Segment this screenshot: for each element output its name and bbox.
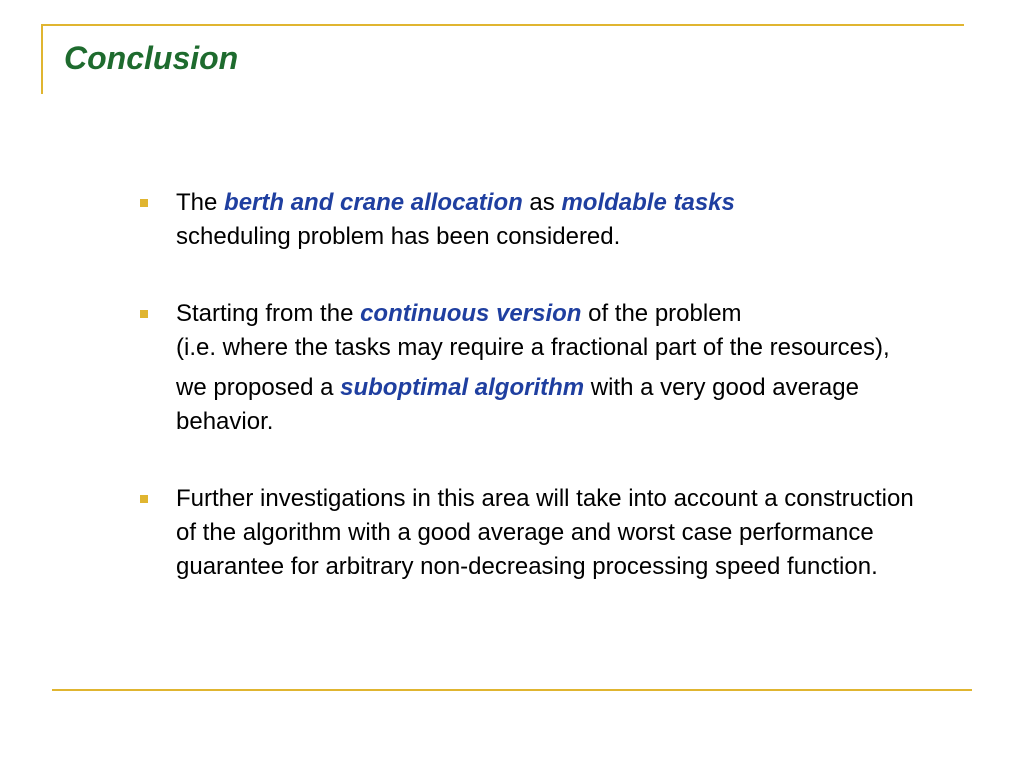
square-bullet-icon bbox=[140, 310, 148, 318]
bullet-2-text-4: we proposed a bbox=[176, 374, 341, 401]
frame-bottom-rule bbox=[52, 689, 972, 691]
bullet-2-paragraph-1 bbox=[176, 297, 940, 365]
bullet-list bbox=[140, 186, 940, 584]
bullet-1-text-3: scheduling problem has been considered. bbox=[176, 223, 621, 250]
square-bullet-icon bbox=[140, 199, 148, 207]
bullet-item-1 bbox=[140, 186, 940, 254]
bullet-3-paragraph: Further investigations in this area will take into account a construction of the algorithm with a good average and worst case performance guarantee for arbitrary non-decreasing processing speed function. bbox=[176, 485, 914, 580]
bullet-2-highlight-1: continuous version bbox=[360, 300, 582, 327]
bullet-1-highlight-1: berth and crane allocation bbox=[224, 189, 523, 216]
bullet-2-highlight-2: suboptimal algorithm bbox=[340, 374, 585, 401]
bullet-2-text-1: Starting from the bbox=[176, 300, 361, 327]
slide-title: Conclusion bbox=[64, 40, 239, 76]
bullet-2-paragraph-2 bbox=[176, 371, 940, 439]
square-bullet-icon bbox=[140, 495, 148, 503]
frame-left-rule bbox=[41, 24, 43, 94]
bullet-1-text-1: The bbox=[176, 189, 225, 216]
bullet-2-text-2: of the problem bbox=[581, 300, 742, 327]
bullet-2-text-5: with a very good average behavior. bbox=[176, 374, 859, 435]
bullet-item-2 bbox=[140, 297, 940, 439]
frame-top-rule bbox=[42, 24, 964, 26]
bullet-2-text-3: (i.e. where the tasks may require a fractional part of the resources), bbox=[176, 334, 890, 361]
bullet-item-3 bbox=[140, 482, 940, 584]
bullet-1-paragraph bbox=[176, 186, 940, 254]
bullet-1-text-2: as bbox=[522, 189, 562, 216]
bullet-1-highlight-2: moldable tasks bbox=[561, 189, 735, 216]
